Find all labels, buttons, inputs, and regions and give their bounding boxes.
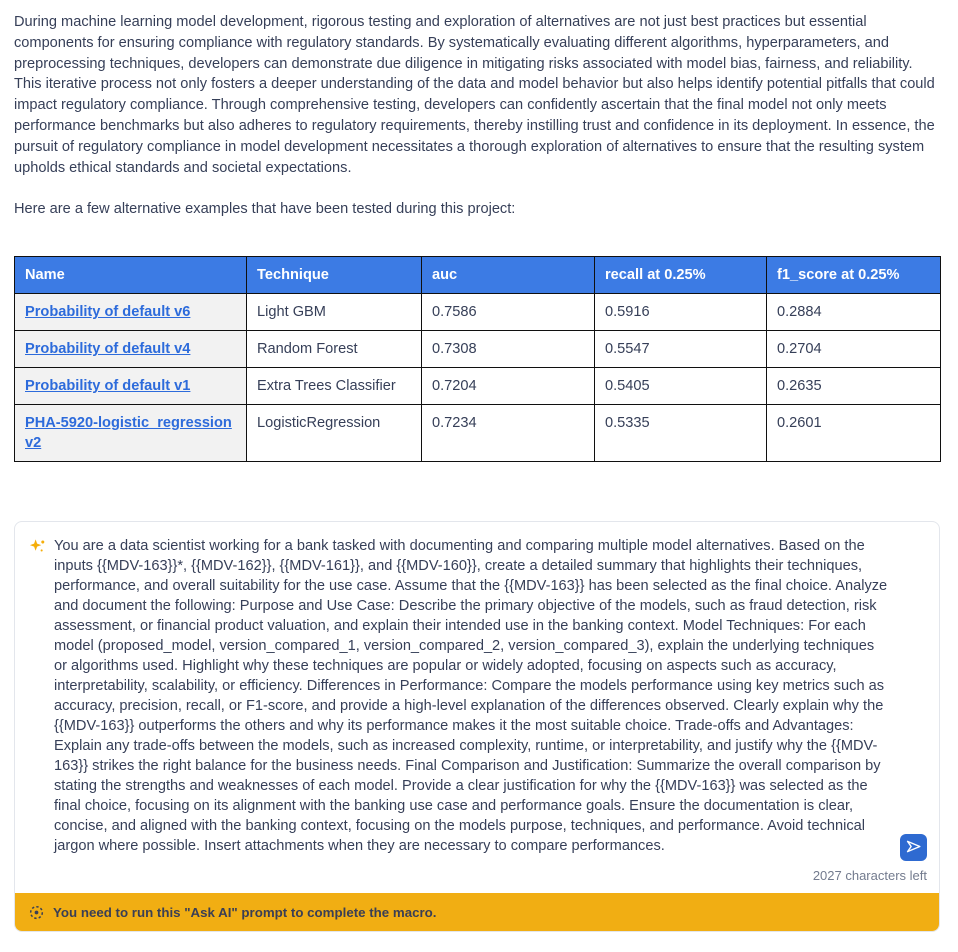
ask-ai-prompt-card xyxy=(14,521,940,932)
technique-cell: LogisticRegression xyxy=(247,405,422,462)
header-technique: Technique xyxy=(247,257,422,294)
prompt-editor xyxy=(15,522,939,893)
auc-cell: 0.7308 xyxy=(422,331,595,368)
ai-sparkle-icon xyxy=(29,538,46,555)
recall-cell: 0.5547 xyxy=(595,331,767,368)
table-row xyxy=(15,405,941,462)
model-link[interactable]: Probability of default v1 xyxy=(25,378,191,395)
f1-cell: 0.2601 xyxy=(767,405,941,462)
f1-cell: 0.2704 xyxy=(767,331,941,368)
model-link[interactable]: PHA-5920-logistic_regression v2 xyxy=(25,415,232,452)
header-f1-score: f1_score at 0.25% xyxy=(767,257,941,294)
header-name: Name xyxy=(15,257,247,294)
characters-left-counter: 2027 characters left xyxy=(812,868,927,884)
f1-cell: 0.2635 xyxy=(767,368,941,405)
prompt-text-input[interactable]: You are a data scientist working for a bank tasked with documenting and comparing multiple model alternatives. Based on the inputs {{MDV-163}}*, {{MDV-162}}, {{MDV-161}}, and {{MDV-160}}, create a detailed summary that highlights their techniques, performance, and overall suitability for the use case. Assume that the {{MDV-163}} has been selected as the final choice. Analyze and document the following: Purpose and Use Case: Describe the primary objective of the models, such as fraud detection, risk assessment, or financial product valuation, and explain their intended use in the banking context. Model Techniques: For each model (proposed_model, version_compared_1, version_compared_2, version_compared_3), explain the underlying techniques or algorithms used. Highlight why these techniques are popular or widely adopted, focusing on aspects such as accuracy, interpretability, scalability, or efficiency. Differences in Performance: Compare the models performance using key metrics such as accuracy, precision, recall, or F1-score, and provide a high-level explanation of the differences observed. Clearly explain why the {{MDV-163}} outperforms the others and why its performance makes it the most suitable choice. Trade-offs and Advantages: Explain any trade-offs between the models, such as increased complexity, runtime, or interpretability, and justify why the {{MDV-163}} strikes the right balance for the business needs. Final Comparison and Justification: Summarize the overall comparison by stating the strengths and weaknesses of each model. Provide a clear justification for why the {{MDV-163}} was selected as the final choice, focusing on its alignment with the banking use case and performance goals. Ensure the documentation is clear, concise, and aligned with the banking context, focusing on the models purpose, techniques, and performance. Avoid technical jargon where possible. Insert attachments when they are necessary to compare performances. xyxy=(54,538,892,855)
table-header-row xyxy=(15,257,941,294)
recall-cell: 0.5916 xyxy=(595,294,767,331)
model-link[interactable]: Probability of default v6 xyxy=(25,304,191,321)
warning-message: You need to run this "Ask AI" prompt to complete the macro. xyxy=(53,904,437,920)
send-prompt-button[interactable] xyxy=(900,834,927,861)
technique-cell: Random Forest xyxy=(247,331,422,368)
table-row xyxy=(15,368,941,405)
model-link[interactable]: Probability of default v4 xyxy=(25,341,191,358)
technique-cell: Extra Trees Classifier xyxy=(247,368,422,405)
table-row xyxy=(15,331,941,368)
macro-warning-bar xyxy=(15,893,939,931)
table-row xyxy=(15,294,941,331)
auc-cell: 0.7204 xyxy=(422,368,595,405)
model-comparison-table xyxy=(14,256,941,462)
header-recall: recall at 0.25% xyxy=(595,257,767,294)
auc-cell: 0.7234 xyxy=(422,405,595,462)
examples-line: Here are a few alternative examples that have been tested during this project: xyxy=(14,201,516,218)
auc-cell: 0.7586 xyxy=(422,294,595,331)
header-auc: auc xyxy=(422,257,595,294)
status-circle-icon xyxy=(29,905,44,920)
recall-cell: 0.5335 xyxy=(595,405,767,462)
intro-paragraph: During machine learning model development, rigorous testing and exploration of alternatives are not just best practices but essential components for ensuring compliance with regulatory standards. By systematically evaluating different algorithms, hyperparameters, and preprocessing techniques, developers can demonstrate due diligence in mitigating risks associated with model bias, fairness, and reliability. This iterative process not only fosters a deeper understanding of the data and model behavior but also helps identify potential pitfalls that could impact regulatory compliance. Through comprehensive testing, developers can confidently ascertain that the final model not only meets performance benchmarks but also adheres to regulatory requirements, thereby instilling trust and confidence in its deployment. In essence, the pursuit of regulatory compliance in model development necessitates a thorough exploration of alternatives to ensure that the resulting system upholds ethical standards and societal expectations. xyxy=(14,14,935,176)
f1-cell: 0.2884 xyxy=(767,294,941,331)
technique-cell: Light GBM xyxy=(247,294,422,331)
send-icon xyxy=(904,837,923,859)
recall-cell: 0.5405 xyxy=(595,368,767,405)
